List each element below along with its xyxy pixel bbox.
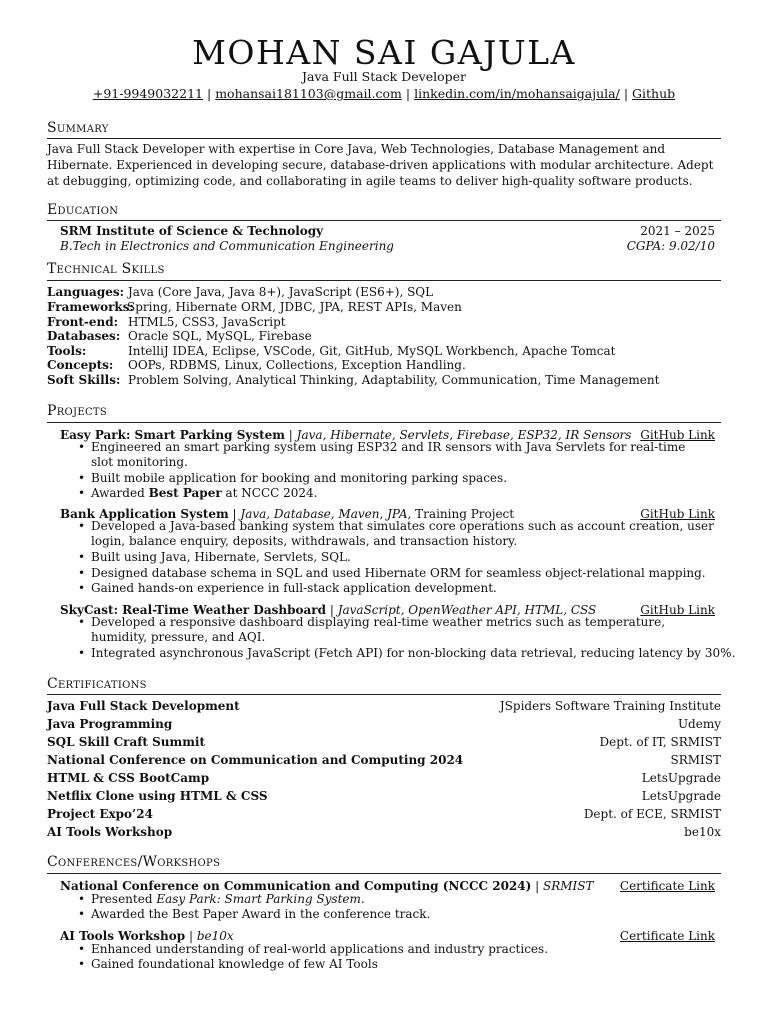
- conference-bullet: • Awarded the Best Paper Award in the conference track.: [91, 907, 691, 922]
- cert-issuer: SRMIST: [670, 753, 721, 767]
- conference-bullet: • Enhanced understanding of real-world applications and industry practices.: [91, 942, 691, 957]
- linkedin-link[interactable]: linkedin.com/in/mohansaigajula/: [414, 86, 620, 101]
- skill-value: Oracle SQL, MySQL, Firebase: [128, 329, 312, 343]
- cert-issuer: LetsUpgrade: [641, 771, 721, 785]
- section-rule: [47, 694, 721, 695]
- project-tech: JavaScript, OpenWeather API, HTML, CSS: [337, 603, 597, 617]
- bullet-text: Awarded: [91, 486, 149, 500]
- github-link[interactable]: Github: [632, 86, 676, 101]
- separator: |: [232, 507, 237, 521]
- project-bullet: • Integrated asynchronous JavaScript (Fetch API) for non-blocking data retrieval, reducing latency by 30%.: [91, 646, 731, 661]
- project-bullet: • Developed a Java-based banking system that simulates core operations such as account creation, user login, balance enquiry, deposits, withdrawals, and transaction history.: [91, 519, 731, 548]
- separator: |: [288, 428, 293, 442]
- cert-issuer: LetsUpgrade: [641, 789, 721, 803]
- github-link[interactable]: GitHub Link: [640, 428, 715, 442]
- section-rule: [47, 280, 721, 281]
- project-tech: Java, Database, Maven, JPA,: [240, 507, 412, 521]
- cert-name: Java Programming: [47, 717, 173, 731]
- projects-heading: Projects: [47, 403, 108, 419]
- skill-label: Concepts:: [47, 358, 114, 372]
- cgpa: CGPA: 9.02/10: [626, 239, 715, 253]
- cert-name: Project Expo’24: [47, 807, 153, 821]
- contact-line: [0, 86, 768, 101]
- cert-name: SQL Skill Craft Summit: [47, 735, 205, 749]
- skill-value: IntelliJ IDEA, Eclipse, VSCode, Git, GitHub, MySQL Workbench, Apache Tomcat: [128, 344, 616, 358]
- bullet-text: at NCCC 2024.: [221, 486, 318, 500]
- conference-bullet: [91, 892, 691, 907]
- cert-issuer: be10x: [684, 825, 721, 839]
- cert-issuer: Udemy: [677, 717, 721, 731]
- github-link[interactable]: GitHub Link: [640, 507, 715, 521]
- project-bullet: • Developed a responsive dashboard displaying real-time weather metrics such as temperature, humidity, pressure, and AQI.: [91, 615, 691, 644]
- skill-value: Spring, Hibernate ORM, JDBC, JPA, REST APIs, Maven: [127, 300, 462, 314]
- certificate-link[interactable]: Certificate Link: [619, 879, 715, 893]
- separator: |: [206, 86, 212, 101]
- skill-label: Soft Skills:: [47, 373, 121, 387]
- education-heading: Education: [47, 202, 119, 218]
- skill-label: Frameworks:: [47, 300, 134, 314]
- bullet-bold-text: Best Paper: [148, 486, 222, 500]
- separator: |: [623, 86, 629, 101]
- job-title: Java Full Stack Developer: [301, 69, 466, 84]
- skill-value: Problem Solving, Analytical Thinking, Adaptability, Communication, Time Management: [128, 373, 660, 387]
- project-tech: Java, Hibernate, Servlets, Firebase, ESP32, IR Sensors: [296, 428, 632, 442]
- separator: |: [329, 603, 334, 617]
- summary-heading: Summary: [47, 120, 109, 136]
- section-rule: [47, 138, 721, 139]
- certifications-heading: Certifications: [47, 676, 147, 692]
- section-rule: [47, 873, 721, 874]
- project-bullet: • Built using Java, Hibernate, Servlets, SQL.: [91, 550, 711, 565]
- skill-label: Front-end:: [47, 315, 119, 329]
- project-bullet: • Designed database schema in SQL and used Hibernate ORM for seamless object-relational mapping.: [91, 566, 711, 581]
- skill-label: Databases:: [47, 329, 121, 343]
- candidate-name: MOHAN SAI GAJULA: [192, 33, 576, 72]
- cert-name: AI Tools Workshop: [47, 825, 173, 839]
- conferences-heading: Conferences/Workshops: [47, 854, 221, 870]
- project-title: Easy Park: Smart Parking System: [60, 428, 285, 442]
- cert-issuer: Dept. of IT, SRMIST: [599, 735, 721, 749]
- cert-name: Netflix Clone using HTML & CSS: [47, 789, 268, 803]
- conference-title: AI Tools Workshop: [60, 929, 186, 943]
- skill-value: Java (Core Java, Java 8+), JavaScript (ES6+), SQL: [128, 285, 434, 299]
- cert-name: National Conference on Communication and Computing 2024: [47, 753, 464, 767]
- education-dates: 2021 – 2025: [640, 224, 715, 238]
- project-extra: Training Project: [411, 507, 515, 521]
- project-bullet: • Gained hands-on experience in full-stack application development.: [91, 581, 711, 596]
- section-rule: [47, 220, 721, 221]
- bullet-text: Presented: [91, 892, 157, 906]
- skill-value: OOPs, RDBMS, Linux, Collections, Exception Handling.: [128, 358, 466, 372]
- project-title: SkyCast: Real-Time Weather Dashboard: [60, 603, 326, 617]
- project-bullet: • Built mobile application for booking and monitoring parking spaces.: [91, 471, 711, 486]
- project-title: Bank Application System: [60, 507, 229, 521]
- cert-issuer: Dept. of ECE, SRMIST: [583, 807, 721, 821]
- project-bullet: • Engineered an smart parking system using ESP32 and IR sensors with Java Servlets for real-time slot monitoring.: [91, 440, 691, 469]
- skill-label: Languages:: [47, 285, 125, 299]
- school-name: SRM Institute of Science & Technology: [60, 224, 324, 238]
- certificate-link[interactable]: Certificate Link: [619, 929, 715, 943]
- conference-title: National Conference on Communication and Computing (NCCC 2024): [60, 879, 532, 893]
- degree: B.Tech in Electronics and Communication Engineering: [60, 239, 394, 253]
- separator: |: [189, 929, 194, 943]
- summary-text: Java Full Stack Developer with expertise in Core Java, Web Technologies, Database Management and Hibernate. Experienced in developing secure, database-driven applications with modular architecture. Adept at debugging, optimizing code, and collaborating in agile teams to deliver high-quality software products.: [47, 142, 714, 188]
- separator: |: [405, 86, 411, 101]
- skill-label: Tools:: [47, 344, 87, 358]
- skills-heading: Technical Skills: [47, 261, 165, 277]
- section-rule: [47, 422, 721, 423]
- skill-value: HTML5, CSS3, JavaScript: [128, 315, 286, 329]
- project-bullet: [91, 486, 711, 501]
- github-link[interactable]: GitHub Link: [640, 603, 715, 617]
- phone-link[interactable]: +91-9949032211: [92, 86, 203, 101]
- conference-bullet: • Gained foundational knowledge of few AI Tools: [91, 957, 691, 972]
- cert-name: HTML & CSS BootCamp: [47, 771, 210, 785]
- cert-name: Java Full Stack Development: [47, 699, 240, 713]
- separator: |: [535, 879, 540, 893]
- email-link[interactable]: mohansai181103@gmail.com: [215, 86, 402, 101]
- bullet-italic-text: Easy Park: Smart Parking System.: [156, 892, 365, 906]
- cert-issuer: JSpiders Software Training Institute: [499, 699, 721, 713]
- conference-org: be10x: [196, 929, 234, 943]
- conference-org: SRMIST: [543, 879, 594, 893]
